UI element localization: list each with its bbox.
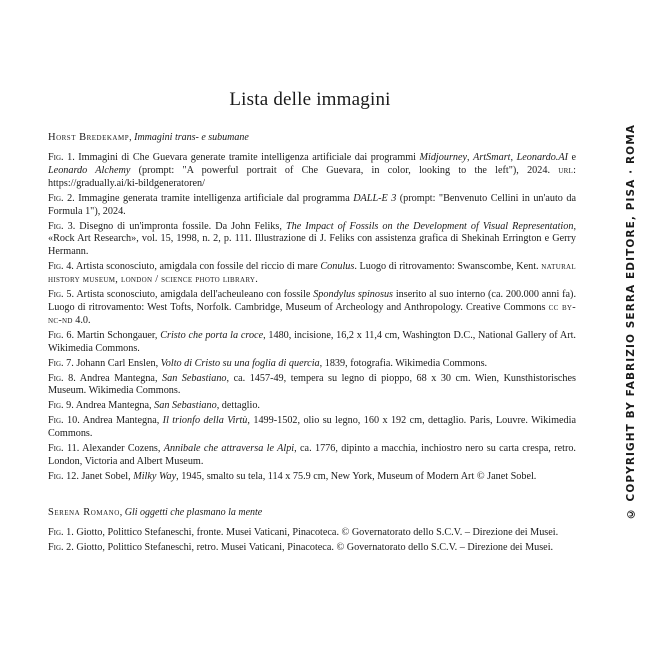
caption-text: , ca. 1776, dipinto a macchia, inchiostro nero su carta crespa, retro. London, Victoria and Albert Museum. [48, 443, 576, 467]
caption-entry [48, 221, 576, 260]
caption-entry [48, 542, 576, 555]
caption-entry [48, 193, 576, 219]
section-heading [48, 506, 576, 519]
caption-text: . Luogo di ritrovamento: Swanscombe, Kent. [354, 261, 542, 273]
caption-text: , [467, 152, 474, 163]
figure-number: Fig. 7. [48, 357, 74, 369]
caption-list [48, 527, 576, 555]
italic-title: DALL-E 3 [353, 192, 397, 204]
caption-text: Martin Schongauer, [74, 329, 161, 341]
figure-number: Fig. 3. [48, 220, 76, 232]
heading-separator: , [119, 507, 125, 518]
italic-title: Volto di Cristo su una foglia di quercia [160, 357, 320, 369]
caption-entry [48, 358, 576, 371]
italic-title: Il trionfo della Virtù [162, 415, 248, 427]
figure-number: Fig. 2. [48, 192, 75, 204]
figure-number: Fig. 8. [48, 372, 76, 384]
figure-number: Fig. 12. [48, 470, 79, 482]
italic-title: Annibale che attraversa le Alpi [163, 443, 295, 455]
heading-separator: , [129, 132, 135, 143]
caption-text: Disegno di un'impronta fossile. Da John Feliks, [75, 220, 286, 232]
caption-text: Artista sconosciuto, amigdala dell'acheuleano con fossile [74, 289, 314, 301]
italic-title: Midjourney [419, 152, 468, 163]
caption-text: Alexander Cozens, [79, 443, 164, 455]
figure-number: Fig. 6. [48, 329, 74, 341]
caption-text: , 1945, smalto su tela, 114 x 75.9 cm, New York, Museum of Modern Art © Janet Sobel. [176, 470, 537, 482]
caption-text: Giotto, Polittico Stefaneschi, fronte. Musei Vaticani, Pinacoteca. © Governatorato dello S.C.V. – Direzione dei Musei. [73, 527, 559, 538]
caption-text: , [510, 152, 517, 163]
figure-number: Fig. 11. [48, 443, 80, 455]
caption-text: Giotto, Polittico Stefaneschi, retro. Musei Vaticani, Pinacoteca. © Governatorato dello S.C.V. – Direzione dei Musei. [73, 541, 554, 553]
italic-title: ArtSmart [473, 152, 511, 163]
caption-entry [48, 400, 576, 413]
caption-entry [48, 289, 576, 328]
caption-text: , ca. 1457-49, tempera su legno di pioppo, 68 x 30 cm. Wien, Kunsthistorisches Museum. Wikimedia Commons. [48, 372, 577, 397]
caption-text: 4.0. [72, 314, 91, 326]
caption-entry [48, 443, 576, 469]
caption-text: , 1499-1502, olio su legno, 160 x 192 cm, dettaglio. Paris, Louvre. Wikimedia Commons. [48, 415, 576, 440]
caption-text: Immagine generata tramite intelligenza artificiale dal programma [74, 192, 354, 204]
caption-text: . [255, 274, 258, 286]
figure-number: Fig. 1. [48, 152, 75, 163]
caption-entry [48, 373, 576, 399]
italic-title: Leonardo.AI [516, 152, 568, 163]
caption-text: , 1839, fotografia. Wikimedia Commons. [319, 357, 488, 369]
italic-title: Conulus [320, 261, 355, 273]
small-caps-text: natural history museum, london / science photo library [48, 261, 576, 286]
figure-number: Fig. 10. [48, 415, 80, 427]
caption-text: Johann Carl Enslen, [73, 357, 161, 369]
caption-text: (prompt: "Benvenuto Cellini in un'auto da Formula 1"), 2024. [48, 192, 576, 217]
italic-title: Leonardo Alchemy [48, 164, 131, 176]
caption-text: e [567, 152, 577, 163]
caption-text: Andrea Mantegna, [73, 400, 155, 412]
caption-text: (prompt: "A powerful portrait of Che Guevara, in color, looking to the left"), 2024. [130, 164, 559, 176]
italic-title: San Sebastiano [154, 400, 217, 412]
section-bredekamp [48, 131, 576, 486]
figure-number: Fig. 4. [48, 261, 74, 273]
caption-text: Artista sconosciuto, amigdala con fossile del riccio di mare [73, 261, 321, 273]
section-author: Horst Bredekamp [48, 132, 130, 143]
section-author: Serena Romano [48, 507, 120, 518]
figure-number: Fig. 9. [48, 400, 74, 412]
caption-text: inserito al suo interno (ca. 200.000 anni fa). Luogo di ritrovamento: West Tofts, Norfolk. Cambridge, Museum of Archeology and Anthropology. Creative Commons [48, 289, 576, 313]
caption-text: Andrea Mantegna, [79, 415, 163, 427]
figure-number: Fig. 2. [48, 541, 74, 553]
italic-title: San Sebastiano [162, 372, 227, 384]
italic-title: Spondylus spinosus [313, 289, 394, 301]
figure-number: Fig. 1. [48, 527, 74, 538]
caption-text: Andrea Mantegna, [75, 372, 163, 384]
caption-entry [48, 330, 576, 356]
caption-text: Immagini di Che Guevara generate tramite intelligenza artificiale dai programmi [74, 152, 420, 163]
copyright-text: © COPYRIGHT BY FABRIZIO SERRA EDITORE, PISA · ROMA [625, 124, 637, 520]
caption-text: : https://gradually.ai/ki-bildgeneratoren/ [48, 164, 576, 189]
italic-title: Cristo che porta la croce [160, 329, 264, 341]
caption-text: , 1480, incisione, 16,2 x 11,4 cm, Washington D.C., National Gallery of Art. Wikimedia Commons. [48, 329, 576, 354]
caption-entry [48, 471, 576, 484]
section-work-title: Gli oggetti che plasmano la mente [124, 507, 263, 518]
caption-text: , dettaglio. [216, 400, 260, 412]
italic-title: The Impact of Fossils on the Development of Visual Representation [285, 220, 574, 232]
small-caps-text: url [558, 164, 574, 176]
caption-text: Janet Sobel, [78, 470, 134, 482]
caption-entry [48, 261, 576, 287]
caption-entry [48, 527, 576, 540]
copyright-sidebar [622, 72, 640, 572]
page-title: Lista delle immagini [229, 89, 391, 110]
section-work-title: Immagini trans- e subumane [134, 132, 249, 143]
section-romano [48, 506, 576, 557]
figure-number: Fig. 5. [48, 289, 75, 301]
caption-list [48, 152, 576, 484]
caption-entry [48, 415, 576, 441]
italic-title: Milky Way [133, 470, 177, 482]
section-heading [48, 131, 576, 144]
caption-text: , «Rock Art Research», vol. 15, 1998, n. 2, p. 111. Illustrazione di J. Feliks con assistenza grafica di Shekinah Errington e Gerry Hermann. [48, 220, 577, 258]
small-caps-text: cc by-nc-nd [48, 301, 576, 326]
caption-entry [48, 152, 576, 191]
